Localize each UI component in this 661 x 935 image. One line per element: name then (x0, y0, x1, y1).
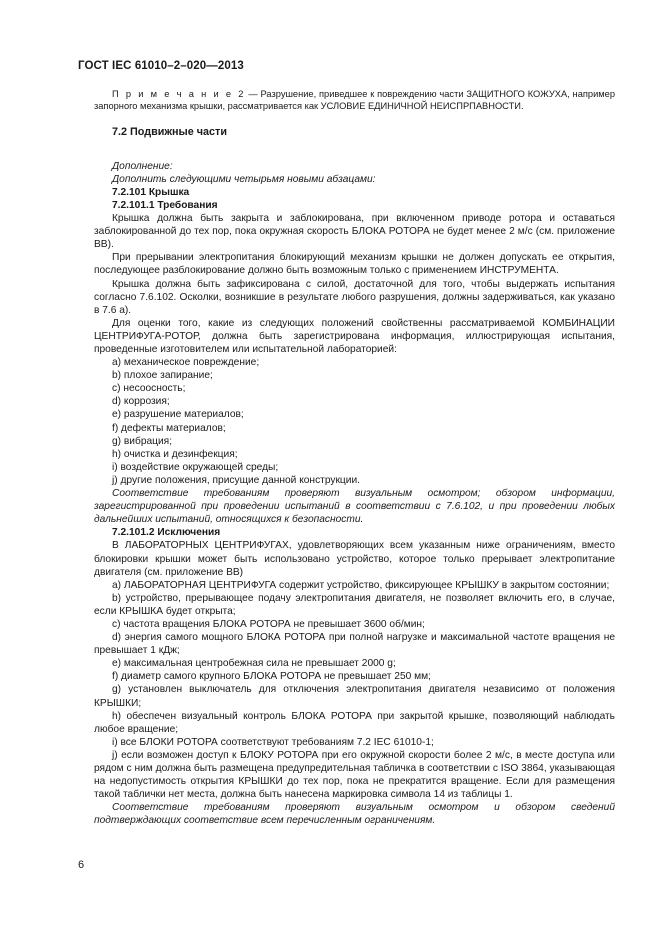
list-item: f) диаметр самого крупного БЛОКА РОТОРА не превышает 250 мм; (112, 671, 431, 683)
heading-7-2-101: 7.2.101 Крышка (112, 186, 190, 198)
list-item: i) все БЛОКИ РОТОРА соответствуют требованиям 7.2 IEC 61010-1; (112, 736, 434, 748)
paragraph-exceptions: В ЛАБОРАТОРНЫХ ЦЕНТРИФУГАХ, удовлетворяющих всем указанным ниже ограничениям, вместо блокировки крышки может быть использовано устройство, которое только прерывает электропитание двигателя (см. приложение ВВ) (94, 540, 615, 578)
page-number: 6 (78, 859, 85, 871)
paragraph-lid-locked: Крышка должна быть закрыта и заблокирована, при включенном приводе ротора и оставаться заблокированной до тех пор, пока окружная скорость БЛОКА РОТОРА не будет менее 2 м/с (см. приложение ВВ). (94, 213, 615, 251)
list-item: d) энергия самого мощного БЛОКА РОТОРА при полной нагрузке и максимальной частоте вращения не превышает 1 кДж; (94, 632, 615, 657)
paragraph-power-interruption: При прерывании электропитания блокирующий механизм крышки не должен допускать ее открытия, последующее разблокирование должно быть возможным только с применением ИНСТРУМЕНТА. (94, 252, 615, 277)
list-item: а) ЛАБОРАТОРНАЯ ЦЕНТРИФУГА содержит устройство, фиксирующее КРЫШКУ в закрытом состоянии; (112, 579, 610, 591)
list-item: h) очистка и дезинфекция; (112, 448, 238, 460)
document-body (94, 88, 615, 827)
list-item: f) дефекты материалов; (112, 422, 226, 434)
document-header: ГОСТ IEC 61010–2–020—2013 (78, 60, 244, 72)
list-item: c) частота вращения БЛОКА РОТОРА не превышает 3600 об/мин; (112, 618, 425, 630)
list-item: e) максимальная центробежная сила не превышает 2000 g; (112, 658, 396, 670)
list-item: j) если возможен доступ к БЛОКУ РОТОРА при его окружной скорости более 2 м/с, в месте доступа или рядом с ним должна быть размещена предупредительная табличка в соответствии с ISO 3864, указывающая на недопустимость открытия КРЫШКИ до тех пор, пока не прекратится вращение. Если для размещения такой таблички нет места, должна быть нанесена маркировка символа 14 из таблицы 1. (94, 749, 615, 801)
note-label: П р и м е ч а н и е 2 (112, 89, 246, 99)
list-item: e) разрушение материалов; (112, 409, 244, 421)
section-heading-7-2: 7.2 Подвижные части (112, 125, 227, 138)
list-item: b) устройство, прерывающее подачу электропитания двигателя, не позволяет включить его, в случае, если КРЫШКА будет открыта; (94, 592, 615, 617)
compliance-check-2: Соответствие требованиям проверяют визуальным осмотром и обзором сведений подтверждающих соответствие всем перечисленным ограничениям. (94, 802, 615, 827)
list-item: а) механическое повреждение; (112, 357, 260, 369)
note-text: — Разрушение, приведшее к повреждению части ЗАЩИТНОГО КОЖУХА, например запорного механизма крышки, рассматривается как УСЛОВИЕ ЕДИНИЧНОЙ НЕИСПРПАВНОСТИ. (94, 89, 615, 112)
addition-label: Дополнение: (112, 160, 173, 172)
list-conditions (94, 356, 615, 487)
heading-7-2-101-2: 7.2.101.2 Исключения (112, 527, 221, 539)
list-item: b) плохое запирание; (112, 370, 213, 382)
addition-intro: Дополнить следующими четырьмя новыми абзацами: (112, 173, 376, 185)
list-item: d) коррозия; (112, 396, 170, 408)
paragraph-lid-fixed: Крышка должна быть зафиксирована с силой, достаточной для того, чтобы выдержать испытания согласно 7.6.102. Осколки, возникшие в результате любого разрушения, должны задерживаться, как указано в 7.6 а). (94, 278, 615, 316)
paragraph-evaluation: Для оценки того, какие из следующих положений свойственны рассматриваемой КОМБИНАЦИИ ЦЕНТРИФУГА-РОТОР, должна быть зарегистрирована информация, иллюстрирующая испытания, проведенные изготовителем или испытательной лабораторией: (94, 317, 615, 355)
heading-7-2-101-1: 7.2.101.1 Требования (112, 199, 218, 211)
list-item: g) вибрация; (112, 435, 173, 447)
list-restrictions (94, 579, 615, 802)
list-item: h) обеспечен визуальный контроль БЛОКА РОТОРА при закрытой крышке, позволяющий наблюдать любое вращение; (94, 710, 615, 735)
list-item: j) другие положения, присущие данной конструкции. (112, 474, 360, 486)
list-item: i) воздействие окружающей среды; (112, 461, 279, 473)
note-2 (94, 88, 615, 113)
list-item: g) установлен выключатель для отключения электропитания двигателя независимо от положения КРЫШКИ; (94, 684, 615, 709)
compliance-check-1: Соответствие требованиям проверяют визуальным осмотром; обзором информации, зарегистрированной при проведении испытаний в соответствии с 7.6.102, и при проведении любых дальнейших испытаний, относящихся к безопасности. (94, 488, 615, 526)
list-item: c) несоосность; (112, 383, 186, 395)
